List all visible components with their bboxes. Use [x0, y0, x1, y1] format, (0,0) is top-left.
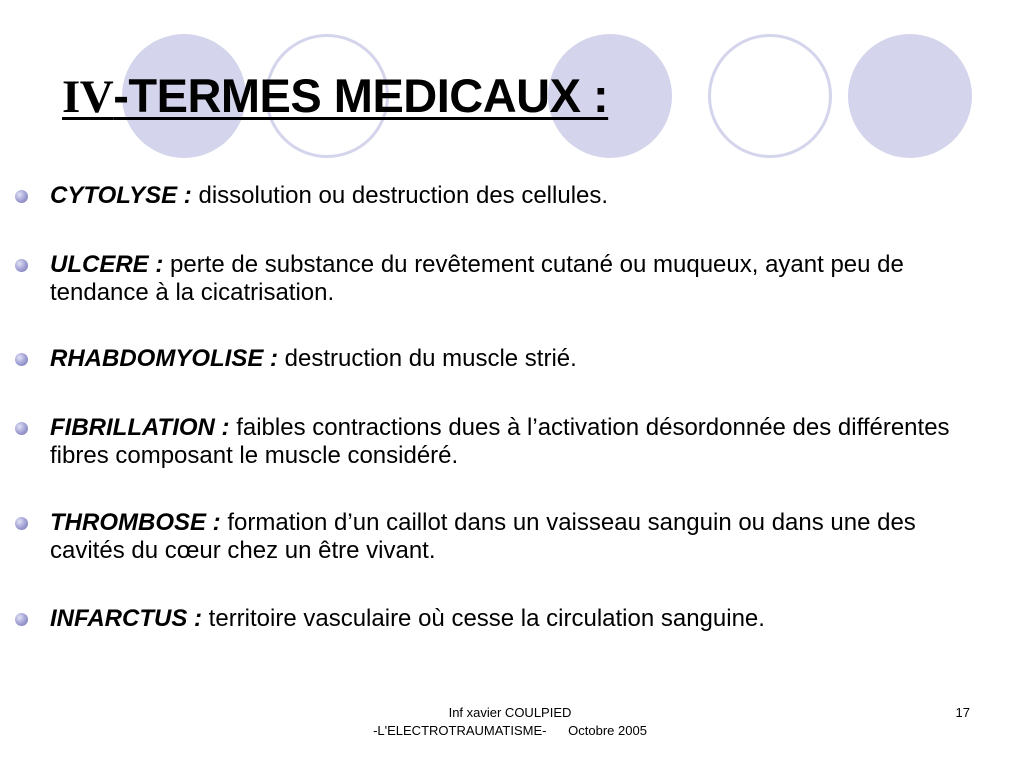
slide-title-text: -TERMES MEDICAUX :	[113, 69, 609, 122]
term-name: ULCERE :	[50, 251, 164, 278]
footer-subject-line	[340, 722, 680, 740]
bullet-icon	[15, 613, 28, 626]
term-definition: faibles contractions dues à l’activation désordonnée des différentes fibres composant le muscle considéré.	[50, 414, 950, 469]
term-name: CYTOLYSE :	[50, 182, 192, 209]
term-item-infarctus	[50, 605, 985, 633]
term-item-ulcere	[50, 251, 985, 307]
bullet-icon	[15, 259, 28, 272]
term-name: INFARCTUS :	[50, 605, 202, 632]
bullet-icon	[15, 422, 28, 435]
footer-date: Octobre 2005	[568, 723, 647, 738]
term-item-fibrillation	[50, 414, 985, 470]
term-definition: perte de substance du revêtement cutané ou muqueux, ayant peu de tendance à la cicatrisation.	[50, 251, 904, 306]
footer-info	[340, 704, 680, 740]
footer-author: Inf xavier COULPIED	[448, 705, 572, 720]
term-name: FIBRILLATION :	[50, 414, 230, 441]
term-definition: territoire vasculaire où cesse la circulation sanguine.	[208, 605, 765, 632]
term-name: RHABDOMYOLISE :	[50, 345, 278, 372]
term-definition: destruction du muscle strié.	[284, 345, 577, 372]
slide-title	[62, 68, 608, 125]
bullet-icon	[15, 517, 28, 530]
term-definition: dissolution ou destruction des cellules.	[198, 182, 609, 209]
slide-title-numeral: IV	[62, 71, 114, 123]
term-item-cytolyse	[50, 182, 985, 210]
term-item-rhabdomyolise	[50, 345, 985, 373]
decorative-circle-4	[708, 34, 832, 158]
term-item-thrombose	[50, 509, 985, 565]
footer-subject: -L'ELECTROTRAUMATISME-	[373, 723, 547, 738]
page-number: 17	[955, 705, 970, 720]
bullet-icon	[15, 190, 28, 203]
decorative-circle-5	[848, 34, 972, 158]
bullet-icon	[15, 353, 28, 366]
term-name: THROMBOSE :	[50, 509, 221, 536]
term-definition: formation d’un caillot dans un vaisseau sanguin ou dans une des cavités du cœur chez un être vivant.	[50, 509, 916, 564]
